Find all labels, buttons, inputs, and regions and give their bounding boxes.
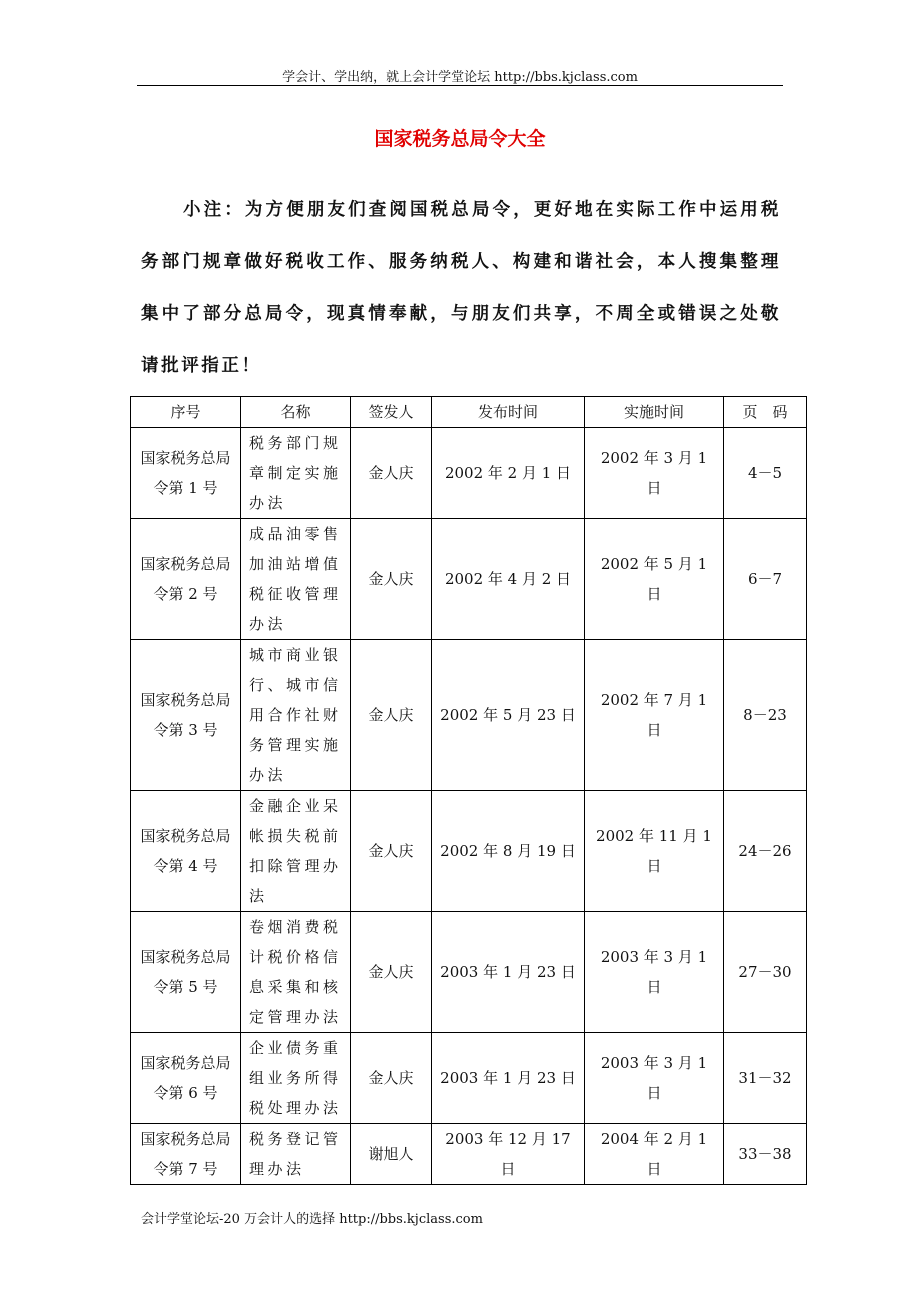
cell-signer: 金人庆	[351, 428, 432, 519]
cell-name: 成品油零售加油站增值税征收管理办法	[241, 519, 351, 640]
page-title: 国家税务总局令大全	[374, 128, 546, 150]
cell-no: 国家税务总局令第 4 号	[131, 791, 241, 912]
cell-published: 2003 年 1 月 23 日	[432, 1033, 585, 1124]
cell-name: 金融企业呆帐损失税前扣除管理办法	[241, 791, 351, 912]
col-header: 页 码	[724, 397, 807, 428]
page-header: 学会计、学出纳，就上会计学堂论坛 http://bbs.kjclass.com	[282, 70, 638, 85]
cell-no: 国家税务总局令第 2 号	[131, 519, 241, 640]
cell-pages: 24－26	[724, 791, 807, 912]
orders-table	[130, 396, 807, 1185]
cell-no: 国家税务总局令第 3 号	[131, 640, 241, 791]
cell-effective: 2003 年 3 月 1 日	[585, 912, 724, 1033]
table-row	[131, 791, 807, 912]
table-row	[131, 1124, 807, 1185]
cell-no: 国家税务总局令第 6 号	[131, 1033, 241, 1124]
table-row	[131, 1033, 807, 1124]
col-header: 签发人	[351, 397, 432, 428]
cell-pages: 27－30	[724, 912, 807, 1033]
cell-pages: 8－23	[724, 640, 807, 791]
cell-signer: 金人庆	[351, 912, 432, 1033]
cell-signer: 金人庆	[351, 640, 432, 791]
cell-no: 国家税务总局令第 1 号	[131, 428, 241, 519]
cell-name: 城市商业银行、城市信用合作社财务管理实施办法	[241, 640, 351, 791]
cell-signer: 金人庆	[351, 519, 432, 640]
cell-published: 2002 年 8 月 19 日	[432, 791, 585, 912]
cell-pages: 4－5	[724, 428, 807, 519]
cell-effective: 2002 年 7 月 1 日	[585, 640, 724, 791]
header-divider	[137, 85, 783, 86]
cell-no: 国家税务总局令第 5 号	[131, 912, 241, 1033]
col-header: 实施时间	[585, 397, 724, 428]
cell-name: 卷烟消费税计税价格信息采集和核定管理办法	[241, 912, 351, 1033]
col-header: 名称	[241, 397, 351, 428]
cell-name: 企业债务重组业务所得税处理办法	[241, 1033, 351, 1124]
cell-published: 2003 年 12 月 17 日	[432, 1124, 585, 1185]
intro-paragraph: 小注：为方便朋友们查阅国税总局令，更好地在实际工作中运用税务部门规章做好税收工作、服务纳税人、构建和谐社会，本人搜集整理集中了部分总局令，现真情奉献，与朋友们共享，不周全或错误之处敬请批评指正！	[141, 200, 781, 376]
cell-name: 税务登记管理办法	[241, 1124, 351, 1185]
cell-published: 2002 年 4 月 2 日	[432, 519, 585, 640]
table-row	[131, 428, 807, 519]
table-row	[131, 912, 807, 1033]
cell-pages: 31－32	[724, 1033, 807, 1124]
table-row	[131, 519, 807, 640]
cell-published: 2002 年 2 月 1 日	[432, 428, 585, 519]
page-footer: 会计学堂论坛-20 万会计人的选择 http://bbs.kjclass.com	[141, 1212, 483, 1227]
cell-pages: 33－38	[724, 1124, 807, 1185]
cell-effective: 2002 年 3 月 1 日	[585, 428, 724, 519]
cell-name: 税务部门规章制定实施办法	[241, 428, 351, 519]
table-header-row	[131, 397, 807, 428]
table-row	[131, 640, 807, 791]
cell-effective: 2004 年 2 月 1 日	[585, 1124, 724, 1185]
cell-signer: 金人庆	[351, 791, 432, 912]
cell-published: 2002 年 5 月 23 日	[432, 640, 585, 791]
cell-pages: 6－7	[724, 519, 807, 640]
cell-signer: 金人庆	[351, 1033, 432, 1124]
cell-published: 2003 年 1 月 23 日	[432, 912, 585, 1033]
cell-effective: 2002 年 11 月 1 日	[585, 791, 724, 912]
cell-signer: 谢旭人	[351, 1124, 432, 1185]
cell-effective: 2002 年 5 月 1 日	[585, 519, 724, 640]
col-header: 序号	[131, 397, 241, 428]
cell-effective: 2003 年 3 月 1 日	[585, 1033, 724, 1124]
cell-no: 国家税务总局令第 7 号	[131, 1124, 241, 1185]
col-header: 发布时间	[432, 397, 585, 428]
